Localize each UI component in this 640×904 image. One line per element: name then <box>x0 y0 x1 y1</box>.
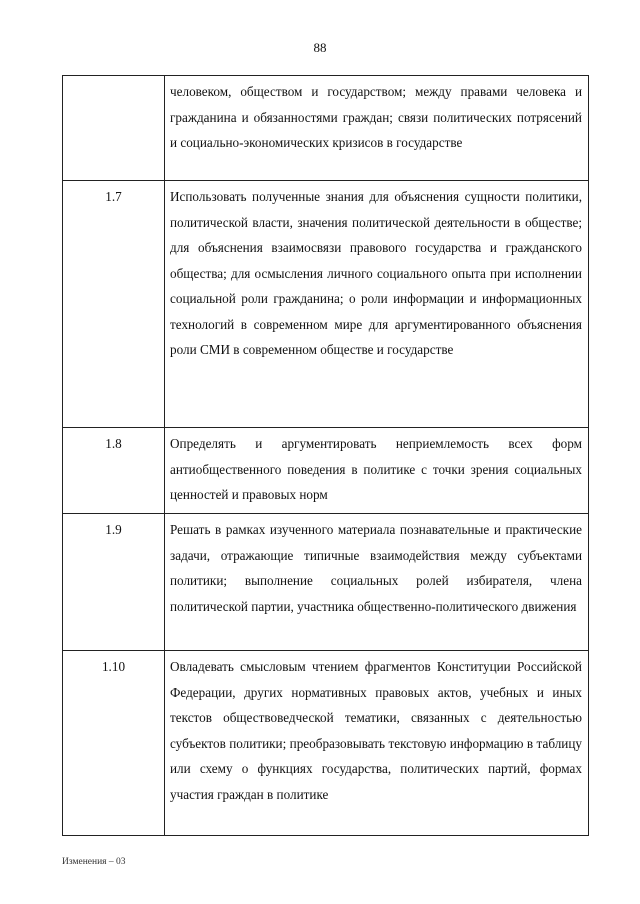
row-number-cell: 1.7 <box>63 181 165 428</box>
table-row <box>63 428 589 514</box>
page-number: 88 <box>313 40 327 55</box>
row-text-cell: Определять и аргументировать неприемлемость всех форм антиобщественного поведения в политике с точки зрения социальных ценностей и правовых норм <box>165 428 589 514</box>
row-text-cell: Решать в рамках изученного материала познавательные и практические задачи, отражающие типичные взаимодействия между субъектами политики; выполнение социальных ролей избирателя, члена политической партии, участника общественно-политического движения <box>165 514 589 651</box>
row-text-cell: Использовать полученные знания для объяснения сущности политики, политической власти, значения политической деятельности в обществе; для объяснения взаимосвязи правового государства и гражданского общества; для осмысления личного социального опыта при исполнении социальной роли гражданина; о роли информации и информационных технологий в современном мире для аргументированного объяснения роли СМИ в современном обществе и государстве <box>165 181 589 428</box>
row-number-cell: 1.8 <box>63 428 165 514</box>
row-number-cell <box>63 76 165 181</box>
table-row <box>63 181 589 428</box>
row-number-cell: 1.9 <box>63 514 165 651</box>
row-text-cell: человеком, обществом и государством; между правами человека и гражданина и обязанностями граждан; связи политических потрясений и социально-экономических кризисов в государстве <box>165 76 589 181</box>
row-text-cell: Овладевать смысловым чтением фрагментов Конституции Российской Федерации, других нормативных правовых актов, учебных и иных текстов обществоведческой тематики, связанных с деятельностью субъектов политики; преобразовывать текстовую информацию в таблицу или схему о функциях государства, политических партий, формах участия граждан в политике <box>165 651 589 836</box>
requirements-table <box>62 75 589 836</box>
revision-footer: Изменения – 03 <box>62 857 126 867</box>
table-row <box>63 514 589 651</box>
table-row <box>63 76 589 181</box>
table-row <box>63 651 589 836</box>
row-number-cell: 1.10 <box>63 651 165 836</box>
